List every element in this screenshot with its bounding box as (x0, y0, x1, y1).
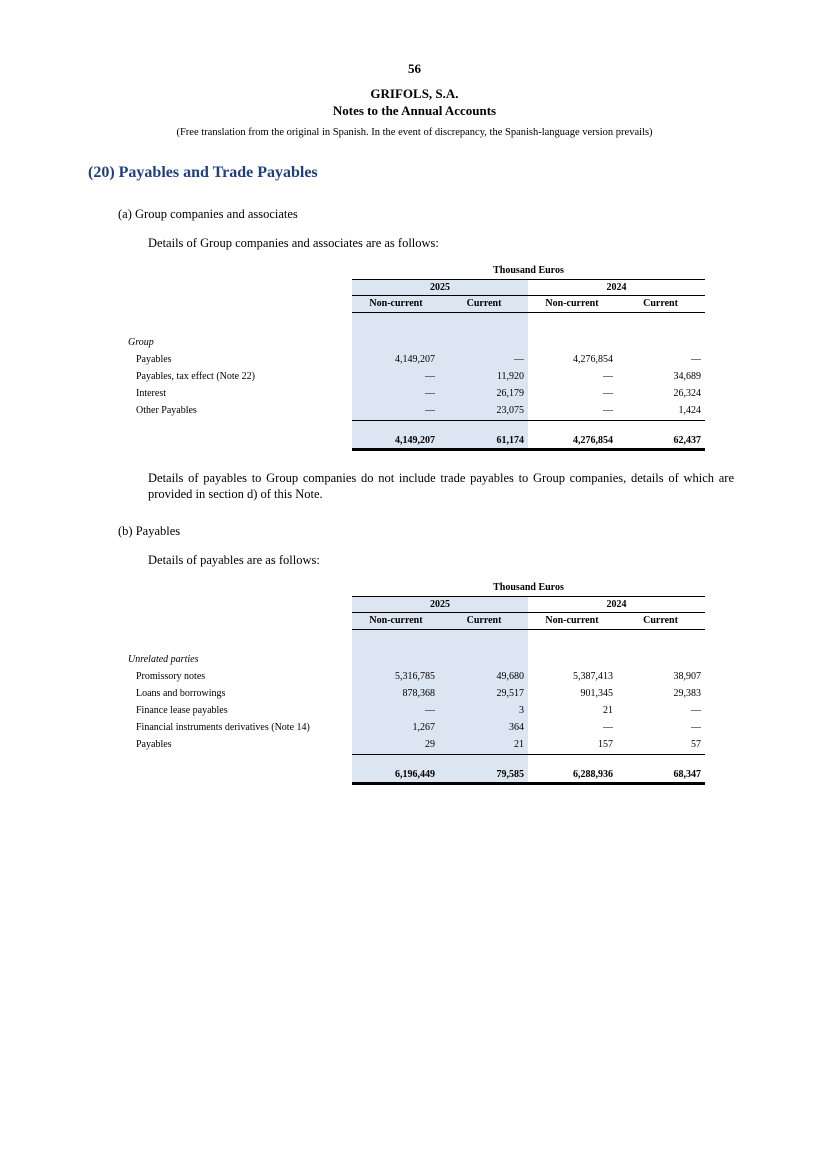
column-header: Non-current (369, 615, 423, 626)
year-header-2024: 2024 (606, 282, 627, 293)
table-cell: — (425, 388, 435, 399)
double-rule (352, 448, 705, 451)
table-cell: 23,075 (496, 405, 524, 416)
column-header: Non-current (545, 298, 599, 309)
group-label: Group (128, 337, 154, 348)
table-row-label: Loans and borrowings (136, 688, 226, 699)
column-header: Current (466, 615, 502, 626)
table-cell: 21 (514, 739, 524, 750)
table-cell: 901,345 (580, 688, 613, 699)
table-cell: 57 (691, 739, 701, 750)
total-cell: 61,174 (496, 435, 524, 446)
rule (352, 754, 705, 755)
rule (352, 629, 705, 630)
table-cell: 29,517 (496, 688, 524, 699)
table-row-label: Payables, tax effect (Note 22) (136, 371, 255, 382)
table-cell: — (603, 371, 613, 382)
table-cell: 26,179 (496, 388, 524, 399)
rule (352, 596, 705, 597)
table-cell: — (514, 354, 524, 365)
table-cell: — (691, 722, 701, 733)
total-cell: 6,196,449 (395, 769, 435, 780)
subsection-a-heading: (a) Group companies and associates (118, 207, 298, 221)
document-title: Notes to the Annual Accounts (332, 103, 497, 118)
table-cell: 4,149,207 (395, 354, 435, 365)
year-header-2024: 2024 (606, 599, 627, 610)
table-cell: — (425, 371, 435, 382)
table-cell: 5,316,785 (395, 671, 435, 682)
total-cell: 62,437 (673, 435, 701, 446)
table-row-label: Payables (136, 354, 172, 365)
company-name: GRIFOLS, S.A. (370, 86, 459, 101)
table-cell: 878,368 (402, 688, 435, 699)
column-header: Current (643, 298, 678, 309)
table-cell: 5,387,413 (573, 671, 613, 682)
table-row-label: Promissory notes (136, 671, 206, 682)
table-cell: 29,383 (673, 688, 701, 699)
table-row-label: Other Payables (136, 405, 197, 416)
column-header: Non-current (545, 615, 599, 626)
table-cell: — (425, 405, 435, 416)
total-cell: 68,347 (673, 769, 701, 780)
table-cell: 157 (598, 739, 613, 750)
rule (352, 312, 705, 313)
total-cell: 6,288,936 (573, 769, 613, 780)
subsection-a-note: Details of payables to Group companies do not include trade payables to Group companies, details of which are provided in section d) of this Note. (148, 471, 734, 501)
table-row-label: Finance lease payables (136, 705, 228, 716)
table-cell: 11,920 (496, 371, 524, 382)
rule (352, 295, 705, 296)
table-cell: 49,680 (496, 671, 524, 682)
table-cell: 1,424 (678, 405, 701, 416)
column-header: Current (643, 615, 678, 626)
column-header: Current (466, 298, 502, 309)
section-title: (20) Payables and Trade Payables (88, 164, 318, 181)
year-header-2025: 2025 (430, 282, 450, 293)
rule (352, 612, 705, 613)
subsection-a-intro: Details of Group companies and associates are as follows: (148, 236, 439, 250)
table-cell: 38,907 (673, 671, 701, 682)
total-cell: 79,585 (496, 769, 524, 780)
translation-disclaimer: (Free translation from the original in Spanish. In the event of discrepancy, the Spanish-language version prevails) (176, 127, 653, 138)
rule (352, 279, 705, 280)
table-cell: 4,276,854 (573, 354, 613, 365)
table-cell: 1,267 (412, 722, 435, 733)
table-cell: 364 (509, 722, 524, 733)
table-cell: — (691, 705, 701, 716)
table-cell: — (603, 388, 613, 399)
subsection-b-heading: (b) Payables (118, 524, 181, 538)
page-number: 56 (408, 61, 421, 76)
column-header: Non-current (369, 298, 423, 309)
table-cell: — (691, 354, 701, 365)
table-cell: 26,324 (673, 388, 701, 399)
table-cell: — (603, 722, 613, 733)
table-unit-header: Thousand Euros (493, 582, 564, 593)
table-row-label: Interest (136, 388, 166, 399)
table-cell: 21 (603, 705, 613, 716)
table-unit-header: Thousand Euros (493, 265, 564, 276)
subsection-b-intro: Details of payables are as follows: (148, 553, 320, 567)
double-rule (352, 782, 705, 785)
table-cell: 34,689 (673, 371, 701, 382)
year-header-2025: 2025 (430, 599, 450, 610)
total-cell: 4,149,207 (395, 435, 435, 446)
table-cell: 29 (425, 739, 435, 750)
table-cell: — (603, 405, 613, 416)
rule (352, 420, 705, 421)
table-cell: 3 (519, 705, 524, 716)
table-row-label: Payables (136, 739, 172, 750)
table-cell: — (425, 705, 435, 716)
table-row-label: Financial instruments derivatives (Note 14) (136, 722, 310, 733)
total-cell: 4,276,854 (573, 435, 613, 446)
group-label: Unrelated parties (128, 654, 199, 665)
